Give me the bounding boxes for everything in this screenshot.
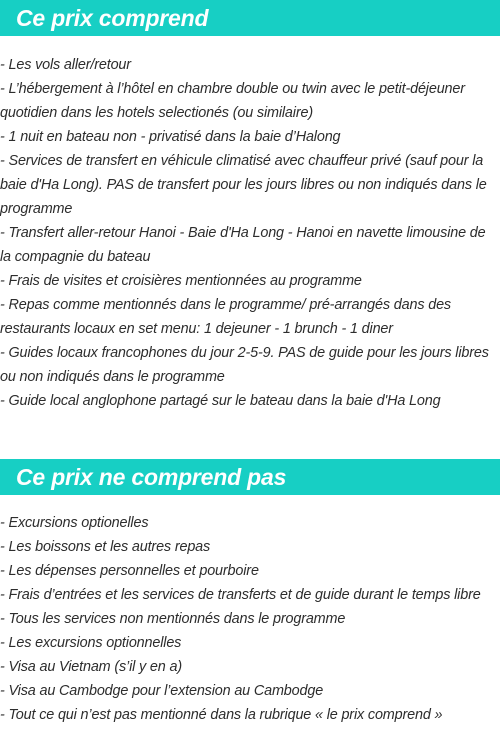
list-item: - Tous les services non mentionnés dans le programme xyxy=(0,611,346,627)
list-item: - Repas comme mentionnés dans le programme/ pré-arrangés dans des restaurants locaux en set menu: 1 dejeuner - 1 brunch - 1 diner xyxy=(0,297,451,337)
excluded-list xyxy=(0,495,500,727)
list-item: - Les vols aller/retour xyxy=(0,57,131,73)
list-item: - Excursions optionelles xyxy=(0,515,149,531)
excluded-title: Ce prix ne comprend pas xyxy=(16,463,287,490)
list-item: - 1 nuit en bateau non - privatisé dans la baie d’Halong xyxy=(0,129,341,145)
list-item: - Frais de visites et croisières mentionnées au programme xyxy=(0,273,362,289)
list-item: - Les dépenses personnelles et pourboire xyxy=(0,563,259,579)
included-title: Ce prix comprend xyxy=(16,4,209,31)
list-item: - Services de transfert en véhicule climatisé avec chauffeur privé (sauf pour la baie d'Ha Long). PAS de transfert pour les jours libres ou non indiqués dans le programme xyxy=(0,153,487,217)
list-item: - Transfert aller-retour Hanoi - Baie d'Ha Long - Hanoi en navette limousine de la compagnie du bateau xyxy=(0,225,486,265)
list-item: - Guides locaux francophones du jour 2-5-9. PAS de guide pour les jours libres ou non indiqués dans le programme xyxy=(0,345,489,385)
list-item: - Frais d’entrées et les services de transferts et de guide durant le temps libre xyxy=(0,587,481,603)
excluded-section xyxy=(0,459,500,727)
list-item: - Visa au Cambodge pour l’extension au Cambodge xyxy=(0,683,324,699)
list-item: - Visa au Vietnam (s’il y en a) xyxy=(0,659,182,675)
list-item: - Tout ce qui n’est pas mentionné dans la rubrique « le prix comprend » xyxy=(0,707,443,723)
list-item: - Les excursions optionnelles xyxy=(0,635,182,651)
list-item: - Les boissons et les autres repas xyxy=(0,539,211,555)
included-header xyxy=(0,0,500,36)
list-item: - Guide local anglophone partagé sur le bateau dans la baie d'Ha Long xyxy=(0,393,441,409)
included-list xyxy=(0,36,500,413)
excluded-header xyxy=(0,459,500,495)
list-item: - L’hébergement à l’hôtel en chambre double ou twin avec le petit-déjeuner quotidien dans les hotels selectionés (ou similaire) xyxy=(0,81,465,121)
